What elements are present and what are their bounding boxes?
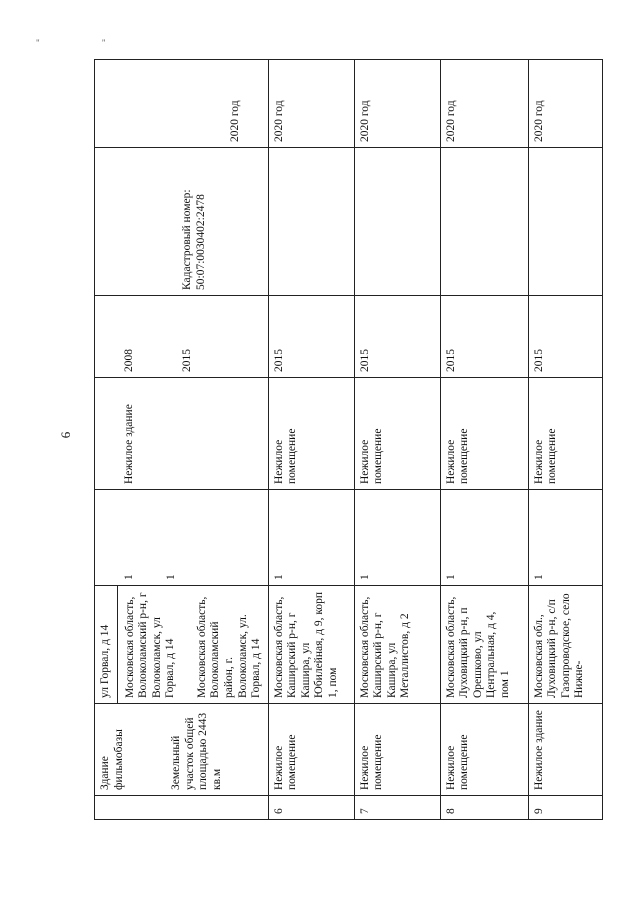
quantity: 1 xyxy=(268,490,354,586)
cadastral-note xyxy=(354,148,440,296)
purpose: Нежилое помещение xyxy=(528,378,602,490)
row-number: 7 xyxy=(354,796,440,820)
deadline: 2020 год xyxy=(440,60,528,148)
cadastral-note xyxy=(528,148,602,296)
object-name: Нежилое помещение xyxy=(354,704,440,796)
year: 2008 2015 xyxy=(95,296,269,378)
table-row xyxy=(440,60,528,820)
row-number: 8 xyxy=(440,796,528,820)
page-number: 6 xyxy=(58,431,73,439)
table-row xyxy=(95,60,269,820)
deadline: 2020 год xyxy=(354,60,440,148)
quantity: 1 1 xyxy=(95,490,269,586)
object-name: Нежилое помещение xyxy=(440,704,528,796)
row-number: 9 xyxy=(528,796,602,820)
address: Московская область, Луховицкий р-н, п Орешково, ул Центральная, д 4, пом 1 xyxy=(440,586,528,704)
object-name: Нежилое здание xyxy=(528,704,602,796)
deadline: 2020 год xyxy=(268,60,354,148)
row-number: 6 xyxy=(268,796,354,820)
quantity: 1 xyxy=(354,490,440,586)
quantity: 1 xyxy=(440,490,528,586)
address: Московская обл., Луховицкий р-н, с/п Газопроводское, село Нижне- xyxy=(528,586,602,704)
purpose: Нежилое помещение xyxy=(354,378,440,490)
deadline: 2020 год xyxy=(528,60,602,148)
deadline: 2020 год xyxy=(95,60,269,148)
cadastral-note xyxy=(440,148,528,296)
property-register-table xyxy=(94,59,603,820)
purpose: Нежилое помещение xyxy=(268,378,354,490)
object-name: Нежилое помещение xyxy=(268,704,354,796)
purpose: Нежилое помещение xyxy=(440,378,528,490)
year: 2015 xyxy=(528,296,602,378)
table-row xyxy=(268,60,354,820)
cadastral-note xyxy=(268,148,354,296)
quantity: 1 xyxy=(528,490,602,586)
table-row xyxy=(354,60,440,820)
year: 2015 xyxy=(354,296,440,378)
cadastral-note: Кадастровый номер: 50:07:0030402:2478 xyxy=(95,148,269,296)
address: Московская область, Каширский р-н, г Кашира, ул Металлистов, д 2 xyxy=(354,586,440,704)
corner-marks: " " xyxy=(36,38,136,48)
year: 2015 xyxy=(440,296,528,378)
address: ул Горвал, д 14 Московская область, Волоколамский р-н, г Волоколамск, ул Горвал, д 14 Московская область, Волоколамский район, г. Волоколамск, ул. Горвал, д 14 xyxy=(95,586,269,704)
object-name: Здание фильмобазы Земельный участок общей площадью 2443 кв.м xyxy=(95,704,269,796)
purpose: Нежилое здание xyxy=(95,378,269,490)
address: Московская область, Каширский р-н, г Кашира, ул Юбилейная, д 9, корп 1, пом xyxy=(268,586,354,704)
year: 2015 xyxy=(268,296,354,378)
row-number xyxy=(95,796,269,820)
table-row xyxy=(528,60,602,820)
